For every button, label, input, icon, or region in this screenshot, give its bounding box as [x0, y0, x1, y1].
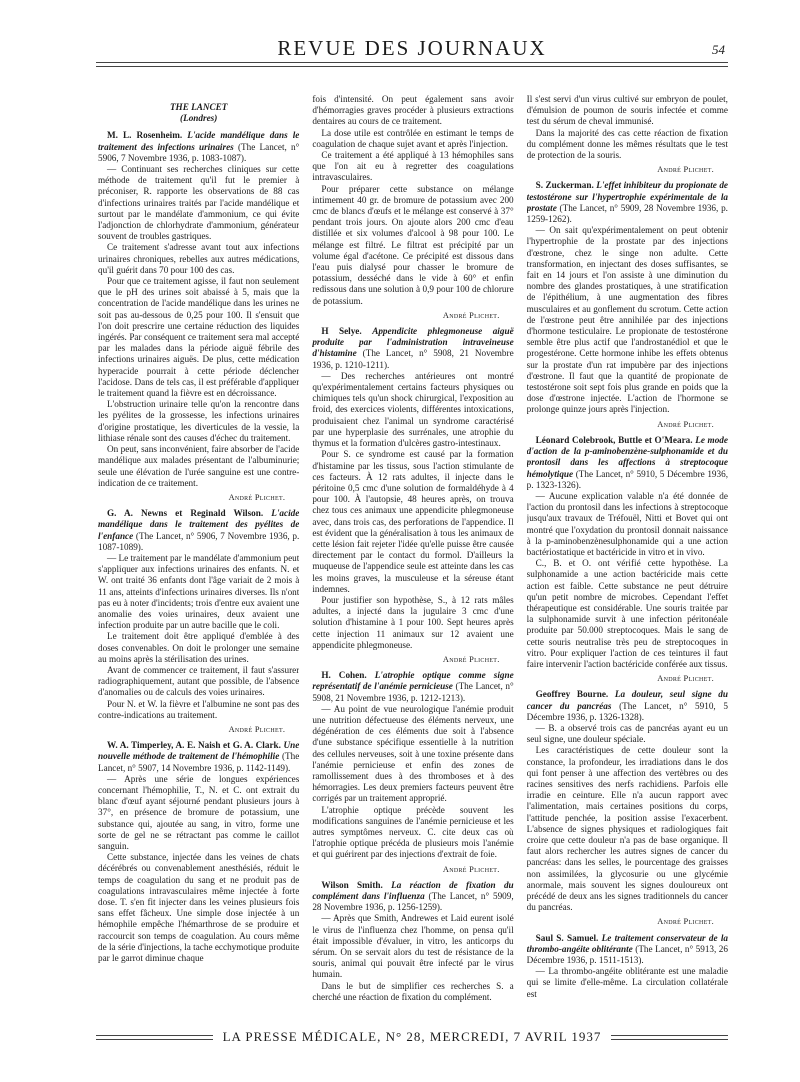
- article-authors: Geoffrey Bourne.: [535, 689, 609, 700]
- article-signature: André Plichet.: [442, 310, 500, 320]
- footer-rule-right: [611, 1035, 728, 1040]
- article-signature: André Plichet.: [657, 419, 714, 429]
- paragraph: La dose utile est contrôlée en estimant le temps de coagulation de chaque sujet avant et après l'injection.: [312, 127, 514, 149]
- article-reference: (The Lancet, n° 5909, 28 Novembre 1936, p. 1259-1262).: [526, 202, 728, 225]
- paragraph: — Continuant ses recherches cliniques sur cette méthode de traitement qu'il fut le premier à préconiser, R. rapporte les observations de 88 cas d'infections urinaires traités par l'acide mandélique et surtout par le mandélate d'ammonium, ce qui évite l'adjonction de chlorhydrate d'ammonium, générateur souvent de troubles gastriques.: [98, 164, 300, 242]
- article-heading: [527, 689, 728, 723]
- article-authors: Wilson Smith.: [321, 879, 383, 890]
- article-title: La réaction de fixation du complément dans l'influenza: [312, 879, 514, 902]
- article-heading: [98, 740, 299, 774]
- article-title: La douleur, seul signe du cancer du pancréas: [526, 689, 728, 711]
- paragraph: — Au point de vue neurologique l'anémie produit une nutrition défectueuse des éléments nerveux, une dégénération de ces éléments due soit à l'absence d'une substance spécifique essentielle à la nutrition des cellules nerveuses, soit à une toxine présente dans l'anémie pernicieuse et enfin des zones de ramollissement dues à des thromboses et à des hémorragies. Les deux premiers facteurs peuvent être corrigés par un traitement approprié.: [312, 703, 514, 804]
- article-title: L'atrophie optique comme signe représentatif de l'anémie pernicieuse: [312, 670, 514, 692]
- paragraph: — Après une série de longues expériences concernant l'hémophilie, T., N. et C. ont extrait du blanc d'œuf ayant séjourné pendant plusieurs jours à 37°, en présence de bromure de potassium, une substance qui, ajoutée au sang, in vitro, forme une sorte de gel ne se rétractant pas comme le caillot sanguin.: [98, 773, 300, 851]
- article-title: L'effet inhibiteur du propionate de testostérone sur l'hypertrophie expérimentale de la prostate: [526, 180, 728, 213]
- journal-name: THE LANCET: [169, 102, 228, 112]
- paragraph: — On sait qu'expérimentalement on peut obtenir l'hypertrophie de la prostate par des injections d'œstrone, chez le singe non adulte. Cette transformation, en injectant des doses suffisantes, se fait en 14 jours et l'on assiste à une diminution du nombre des glandes prostatiques, à une stratification de l'épithélium, à une augmentation des fibres musculaires et au gonflement du scrotum. Cette action de l'œstrone peut être annihilée par des injections d'hormone testiculaire. Le propionate de testostérone semble être plus actif que l'androstanédiol et que le progestérone. Cette hormone inhibe les effets obtenus sur la prostate d'un rat impubère par des injections d'œstrone. Il faut que la quantité de propionate de testostérone soit sept fois plus grande en poids que la dose d'œstrone injectée. L'action de l'hormone se prolonge quinze jours après l'injection.: [526, 225, 728, 415]
- paragraph: Pour que ce traitement agisse, il faut non seulement que le pH des urines soit abaissé à 5, mais que la concentration de l'acide mandélique dans les urines ne soit pas au-dessous de 0,25 pour 100. Il s'ensuit que l'on doit prescrire une certaine réduction des liquides ingérés. Par conséquent ce traitement sera mal accepté par les malades dans la période aiguë fébrile des infections urinaires aiguës. De plus, cette médication hyperacide pourrait à cette période déclencher l'acidose. Dans de tels cas, il est préférable d'appliquer le traitement quand la fièvre est en décroissance.: [98, 276, 300, 399]
- paragraph: — Des recherches antérieures ont montré qu'expérimentalement certains facteurs physiques ou chimiques tels qu'un shock chirurgical, l'exposition au froid, des exercices violents, différentes intoxications, produisaient chez l'animal un syndrome caractérisé par une hyperplasie des surrénales, une atrophie du thymus et la formation d'ulcères gastro-intestinaux.: [312, 370, 514, 449]
- article-title: Une nouvelle méthode de traitement de l'hémophilie: [98, 740, 300, 762]
- article-signature: André Plichet.: [228, 724, 286, 734]
- article-authors: H. Cohen.: [321, 670, 367, 681]
- article-reference: (The Lancet, n° 5913, 26 Décembre 1936, p. 1511-1513).: [526, 943, 728, 966]
- column-left: [98, 94, 299, 1020]
- article-title: L'acide mandélique dans le traitement des infections urinaires: [98, 130, 300, 152]
- article-reference: (The Lancet, n° 5907, 14 Novembre 1936, p. 1142-1149).: [98, 751, 300, 773]
- paragraph: L'obstruction urinaire telle qu'on la rencontre dans les pyélites de la grossesse, les infections urinaires d'origine prostatique, les diverticules de la vessie, la lithiase rénale sont des causes d'échec du traitement.: [98, 399, 300, 443]
- article-heading: [527, 180, 728, 225]
- article-reference: (The Lancet, n° 5908, 21 Novembre 1936, p. 1212-1213).: [312, 681, 514, 703]
- paragraph: L'atrophie optique précède souvent les modifications sanguines de l'anémie pernicieuse et les autres symptômes nerveux. C. cite deux cas où l'atrophie optique précéda de plusieurs mois l'anémie et qui guérirent par des injections d'extrait de foie.: [312, 804, 514, 860]
- paragraph: Le traitement doit être appliqué d'emblée à des doses convenables. On doit le prolonger une semaine au moins après la stérilisation des urines.: [98, 631, 300, 664]
- article-title: L'acide mandélique dans le traitement des pyélites de l'enfance: [98, 508, 300, 541]
- paragraph: Ce traitement a été appliqué à 13 hémophiles sans que l'on ait eu à regretter des coagulations intravasculaires.: [312, 150, 514, 183]
- paragraph: Pour préparer cette substance on mélange intimement 40 gr. de bromure de potassium avec 200 cmc de blancs d'œufs et le mélange est conservé à 37° pendant trois jours. On ajoute alors 200 cmc d'eau distillée et six volumes d'alcool à 98 pour 100. Le mélange est filtré. Le filtrat est précipité par un volume égal d'acétone. Ce précipité est dissous dans l'eau puis dialysé pour chasser le bromure de potassium, desséché dans le vide à 60° et enfin redissous dans une solution à 0,9 pour 100 de chlorure de potassium.: [312, 183, 514, 306]
- header-rule-top: [96, 62, 728, 63]
- article-authors: M. L. Rosenheim.: [107, 130, 183, 141]
- paragraph: Dans la majorité des cas cette réaction de fixation du complément donne les mêmes résultats que le test de protection de la souris.: [526, 127, 728, 161]
- article-heading: [312, 670, 513, 704]
- article-authors: W. A. Timperley, A. E. Naish et G. A. Clark.: [107, 740, 281, 751]
- article-heading: [312, 326, 513, 371]
- article-signature: André Plichet.: [228, 492, 286, 502]
- article-title: Le traitement conservateur de la thrombo-angéite oblitérante: [526, 932, 728, 954]
- article-signature: André Plichet.: [442, 864, 500, 874]
- paragraph: — Après que Smith, Andrewes et Laid eurent isolé le virus de l'influenza chez l'homme, on pensa qu'il était impossible d'évaluer, in vitro, les anticorps du sérum. On se servait alors du test de résistance de la souris, animal qui pouvait être infecté par le virus humain.: [312, 913, 514, 980]
- page-footer: [96, 1029, 728, 1045]
- article-reference: (The Lancet, n° 5910, 5 Décembre 1936, p. 1323-1326).: [526, 468, 728, 490]
- page-title: REVUE DES JOURNAUX: [277, 36, 547, 60]
- paragraph: C., B. et O. ont vérifié cette hypothèse. La sulphonamide a une action bactéricide mais cette action est faible. Cette substance ne peut détruire qu'un petit nombre de microbes. Cependant l'effet thérapeutique est considérable. Une souris traitée par la sulphonamide survit à une infection péritonéale produite par 50.000 streptocoques. Mais le sang de cette souris neutralise très peu de streptocoques in vitro. Pour expliquer l'action de ces teintures il faut faire intervenir l'action bactéricide conférée aux tissus.: [526, 558, 728, 669]
- article-heading: [312, 880, 513, 914]
- paragraph: Il s'est servi d'un virus cultivé sur embryon de poulet, d'émulsion de poumon de souris infectée et comme test du sérum de cheval immunisé.: [526, 94, 728, 127]
- article-heading: [527, 933, 728, 967]
- paragraph: fois d'intensité. On peut également sans avoir d'hémorragies graves procéder à plusieurs extractions dentaires au cours de ce traitement.: [312, 94, 514, 127]
- article-authors: H Selye.: [321, 326, 362, 337]
- paragraph: Les caractéristiques de cette douleur sont la constance, la profondeur, les irradiations dans le dos qui font penser à une affection des vertèbres ou des racines sensitives des nerfs rachidiens. Parfois elle irradie en ceinture. Elle n'a aucun rapport avec l'alimentation, mais certaines positions du corps, l'attitude penchée, la position assise l'exacerbent. L'absence de signes physiques et radiologiques fait croire que cette douleur n'a pas de base organique. Il faut alors rechercher les autres signes de cancer du pancréas: dans les selles, le pourcentage des graisses non assimilées, la glycosurie ou une glycémie anormale, mais souvent les signes douloureux ont précédé de deux ans les signes traditionnels du cancer du pancréas.: [526, 745, 728, 913]
- article-authors: Saul S. Samuel.: [535, 932, 599, 943]
- article-reference: (The Lancet, n° 5910, 5 Décembre 1936, p. 1326-1328).: [526, 700, 728, 722]
- paragraph: Avant de commencer ce traitement, il faut s'assurer radiographiquement, autant que possible, de l'absence d'anomalies ou de calculs des voies urinaires.: [98, 664, 300, 698]
- journal-place: (Londres): [180, 113, 218, 124]
- article-authors: S. Zuckerman.: [535, 180, 594, 191]
- paragraph: — La thrombo-angéite oblitérante est une maladie qui se limite d'elle-même. La circulation collatérale est: [526, 966, 728, 999]
- article-authors: G. A. Newns et Reginald Wilson.: [107, 508, 264, 519]
- article-columns: [98, 94, 728, 1020]
- paragraph: — B. a observé trois cas de pancréas ayant eu un seul signe, une douleur spéciale.: [526, 722, 728, 745]
- paragraph: Pour N. et W. la fièvre et l'albumine ne sont pas des contre-indications au traitement.: [98, 698, 300, 720]
- article-heading: [98, 130, 299, 164]
- article-heading: [98, 508, 299, 553]
- paragraph: — Le traitement par le mandélate d'ammonium peut s'appliquer aux infections urinaires des enfants. N. et W. ont traité 36 enfants dont l'âge variait de 2 mois à 11 ans, atteints d'infections urinaires diverses. Ils n'ont pas eu à noter d'incidents; trois d'entre eux avaient une anomalie des voies urinaires, deux avaient une infection produite par un autre bacille que le coli.: [98, 552, 300, 631]
- article-reference: (The Lancet, n° 5906, 7 Novembre 1936, p. 1083-1087).: [98, 141, 300, 163]
- article-authors: Léonard Colebrook, Buttle et O'Meara.: [535, 434, 693, 445]
- column-right: [527, 94, 728, 1020]
- article-reference: (The Lancet, n° 5909, 28 Novembre 1936, p. 1256-1259).: [312, 891, 514, 913]
- paragraph: Dans le but de simplifier ces recherches S. a cherché une réaction de fixation du complément.: [312, 980, 514, 1002]
- article-reference: (The Lancet, n° 5906, 7 Novembre 1936, p. 1087-1089).: [98, 530, 300, 552]
- article-signature: André Plichet.: [657, 165, 714, 175]
- header-rule-bottom: [96, 66, 728, 67]
- article-signature: André Plichet.: [442, 654, 500, 664]
- paragraph: — Aucune explication valable n'a été donnée de l'action du prontosil dans les infections à streptocoque jusqu'aux travaux de Tréfouël, Nitti et Bovet qui ont montré que l'oxydation du prontosil donnait naissance à la p-aminobenzènesulphonamide qui a une action bactériostatique et bactéricide in vitro et in vivo.: [526, 490, 728, 557]
- page-number: 54: [712, 42, 725, 57]
- article-title: Le mode d'action de la p-aminobenzène-sulphonamide et du prontosil dans les affections à streptocoque hémolytique: [526, 434, 728, 479]
- article-title: Appendicite phlegmoneuse aiguë produite par l'administration intraveineuse d'histamine: [312, 326, 514, 359]
- footer-publication: LA PRESSE MÉDICALE, N° 28, MERCREDI, 7 AVRIL 1937: [222, 1029, 602, 1044]
- article-heading: [527, 435, 728, 491]
- paragraph: Pour S. ce syndrome est causé par la formation d'histamine par les tissus, sous l'action stimulante de ces facteurs. À 12 rats adultes, il injecte dans le péritoine 0,5 cmc d'une solution de formaldéhyde à 4 pour 100. À l'autopsie, 48 heures après, on trouva chez tous ces animaux une appendicite phlegmoneuse avec, dans trois cas, des perforations de l'appendice. Il est évident que la généralisation à tous les animaux de cette lésion fait rejeter l'idée qu'elle puisse être causée directement par le contact du formol. D'ailleurs la muqueuse de l'appendice seule est atteinte dans les cas les moins graves, la musculeuse et la séreuse étant indemnes.: [312, 449, 514, 594]
- paragraph: On peut, sans inconvénient, faire absorber de l'acide mandélique aux malades présentant de l'albuminurie; seule une élévation de l'urée sanguine est une contre-indication de ce traitement.: [98, 444, 300, 488]
- paragraph: Cette substance, injectée dans les veines de chats décérébrés ou convenablement anesthésiés, réduit le temps de coagulation du sang et ne produit pas de coagulations intravasculaires même injectée à forte dose. T. s'en fit injecter dans les veines plusieurs fois sans effet fâcheux. Une simple dose injectée à un hémophile empêche l'hémarthrose de se produire et raccourcit son temps de coagulation. Au cours même de la série d'injections, la tache ecchymotique produite par le garrot diminue chaque: [98, 852, 300, 964]
- article-signature: André Plichet.: [657, 674, 714, 684]
- footer-rule-left: [96, 1035, 213, 1040]
- paragraph: Pour justifier son hypothèse, S., à 12 rats mâles adultes, a injecté dans la jugulaire 3 cmc d'une solution d'histamine à 1 pour 100. Sept heures après cette injection 11 animaux sur 12 avaient une appendicite phlegmoneuse.: [312, 594, 514, 650]
- article-reference: (The Lancet, n° 5908, 21 Novembre 1936, p. 1210-1211).: [312, 348, 514, 370]
- paragraph: Ce traitement s'adresse avant tout aux infections urinaires chroniques, rebelles aux autres médications, qu'il guérit dans 70 pour 100 des cas.: [98, 242, 300, 275]
- column-middle: [312, 94, 513, 1020]
- article-signature: André Plichet.: [657, 917, 714, 927]
